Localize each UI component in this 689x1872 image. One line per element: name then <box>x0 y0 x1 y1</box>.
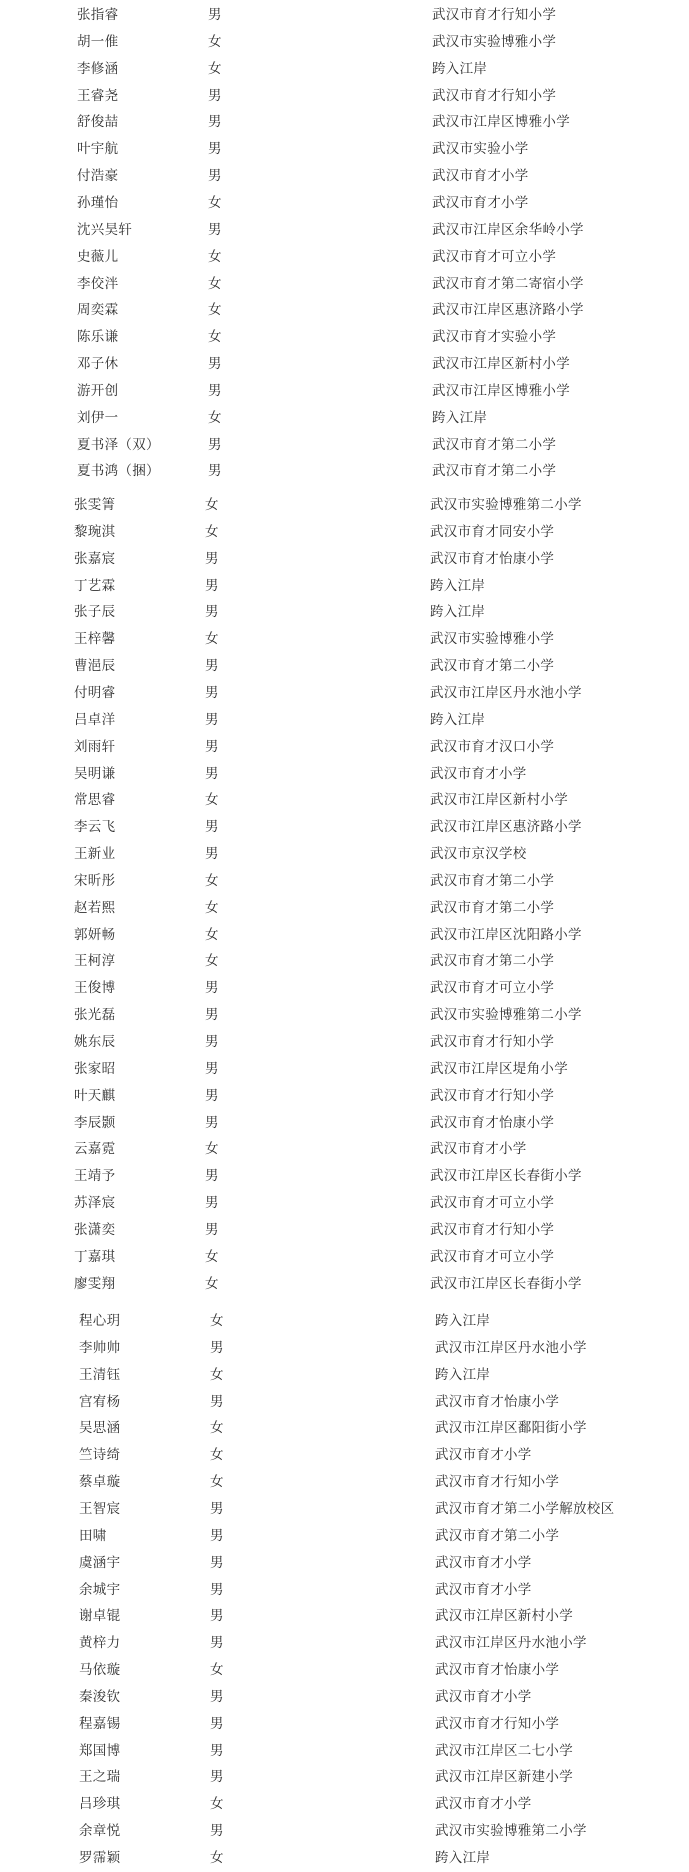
student-name: 吕卓洋 <box>74 711 116 728</box>
student-gender: 男 <box>210 1554 224 1571</box>
student-gender: 女 <box>208 302 222 319</box>
student-school: 武汉市实验博雅第二小学 <box>430 497 582 513</box>
table-row <box>0 380 689 402</box>
student-gender: 男 <box>208 141 222 158</box>
student-school: 武汉市育才第二小学 <box>432 463 557 480</box>
student-school: 武汉市育才行知小学 <box>435 1715 560 1732</box>
table-row <box>0 682 689 704</box>
table-row <box>0 977 689 999</box>
student-name: 吕珍琪 <box>79 1796 121 1813</box>
student-school: 武汉市江岸区沈阳路小学 <box>430 926 582 943</box>
student-school: 武汉市江岸区长春街小学 <box>430 1275 582 1292</box>
student-name: 夏书鸿（捆） <box>77 463 160 480</box>
student-school: 武汉市江岸区丹水池小学 <box>435 1339 587 1356</box>
student-name: 王俊博 <box>74 980 116 997</box>
student-name: 周奕霖 <box>77 302 119 319</box>
student-gender: 女 <box>208 329 222 346</box>
student-name: 邓子休 <box>77 356 119 373</box>
table-row <box>0 1713 689 1735</box>
student-gender: 男 <box>205 1087 219 1104</box>
student-school: 跨入江岸 <box>435 1313 491 1329</box>
student-name: 王新业 <box>74 846 116 863</box>
student-school: 武汉市育才小学 <box>435 1581 532 1598</box>
student-school: 武汉市实验小学 <box>432 141 529 158</box>
student-name: 张雯箐 <box>74 497 116 513</box>
student-school: 武汉市育才第二小学 <box>430 899 555 916</box>
student-school: 武汉市育才小学 <box>435 1796 532 1813</box>
student-name: 游开创 <box>77 382 119 399</box>
student-gender: 女 <box>205 631 219 648</box>
student-school: 跨入江岸 <box>430 711 486 728</box>
student-name: 姚东辰 <box>74 1034 116 1050</box>
table-row <box>0 1337 689 1359</box>
table-row <box>0 1444 689 1466</box>
table-row <box>0 1793 689 1815</box>
student-name: 常思睿 <box>74 792 116 809</box>
student-school: 武汉市育才小学 <box>432 194 529 211</box>
student-gender: 男 <box>205 1221 219 1238</box>
table-row <box>0 628 689 650</box>
student-name: 曹浥辰 <box>74 658 116 675</box>
student-school: 武汉市育才同安小学 <box>430 523 555 540</box>
student-school: 武汉市育才实验小学 <box>432 329 557 346</box>
student-name: 宋昕彤 <box>74 872 116 889</box>
student-name: 云嘉霓 <box>74 1141 116 1158</box>
student-name: 李帅帅 <box>79 1339 121 1356</box>
student-name: 黄梓力 <box>79 1635 121 1652</box>
student-name: 王之瑞 <box>79 1769 121 1786</box>
student-gender: 女 <box>205 497 219 513</box>
student-gender: 男 <box>205 577 219 594</box>
table-row <box>0 1659 689 1681</box>
student-school: 武汉市江岸区博雅小学 <box>432 382 570 399</box>
student-name: 叶宇航 <box>77 141 119 158</box>
student-gender: 男 <box>210 1742 224 1759</box>
table-row <box>0 601 689 623</box>
table-row <box>0 575 689 597</box>
table-row <box>0 1058 689 1080</box>
student-name: 丁艺霖 <box>74 577 116 594</box>
student-name: 王睿尧 <box>77 87 119 104</box>
table-row <box>0 816 689 838</box>
table-row <box>0 924 689 946</box>
student-gender: 女 <box>210 1474 224 1491</box>
student-school: 跨入江岸 <box>430 604 486 621</box>
student-gender: 女 <box>205 953 219 970</box>
table-row <box>0 1498 689 1520</box>
table-row <box>0 763 689 785</box>
student-gender: 女 <box>208 194 222 211</box>
table-row <box>0 950 689 972</box>
student-school: 武汉市育才行知小学 <box>432 87 557 104</box>
table-row <box>0 897 689 919</box>
table-row <box>0 789 689 811</box>
student-school: 跨入江岸 <box>432 60 488 77</box>
student-name: 夏书泽（双） <box>77 436 160 453</box>
table-row <box>0 1552 689 1574</box>
student-school: 武汉市江岸区新建小学 <box>435 1769 573 1786</box>
student-gender: 男 <box>205 819 219 836</box>
table-row <box>0 219 689 241</box>
table-row <box>0 4 689 26</box>
student-school: 武汉市江岸区博雅小学 <box>432 114 570 131</box>
student-gender: 男 <box>208 87 222 104</box>
student-gender: 女 <box>210 1850 224 1866</box>
student-gender: 女 <box>210 1366 224 1383</box>
student-gender: 男 <box>205 846 219 863</box>
student-gender: 女 <box>208 248 222 265</box>
student-gender: 男 <box>208 463 222 480</box>
student-name: 余章悦 <box>79 1823 121 1840</box>
table-row <box>0 273 689 295</box>
student-gender: 男 <box>205 1114 219 1131</box>
table-row <box>0 326 689 348</box>
student-name: 丁嘉琪 <box>74 1248 116 1265</box>
student-name: 王智宸 <box>79 1500 121 1517</box>
student-name: 余城宇 <box>79 1581 121 1598</box>
student-name: 赵若熙 <box>74 899 116 916</box>
table-row <box>0 1138 689 1160</box>
student-name: 张嘉宸 <box>74 550 116 567</box>
student-gender: 女 <box>210 1420 224 1437</box>
student-school: 武汉市江岸区余华岭小学 <box>432 221 584 238</box>
student-school: 武汉市江岸区新村小学 <box>432 356 570 373</box>
student-gender: 男 <box>208 221 222 238</box>
student-name: 程心玥 <box>79 1313 121 1329</box>
student-school: 武汉市江岸区惠济路小学 <box>432 302 584 319</box>
table-row <box>0 1847 689 1869</box>
student-school: 武汉市江岸区长春街小学 <box>430 1168 582 1185</box>
student-school: 武汉市育才第二小学 <box>430 658 555 675</box>
table-row <box>0 1031 689 1053</box>
table-row <box>0 1246 689 1268</box>
student-gender: 女 <box>208 60 222 77</box>
student-gender: 女 <box>208 409 222 426</box>
table-row <box>0 299 689 321</box>
student-school: 武汉市育才第二小学解放校区 <box>435 1500 615 1517</box>
student-school: 武汉市江岸区丹水池小学 <box>435 1635 587 1652</box>
student-school: 跨入江岸 <box>432 409 488 426</box>
student-gender: 女 <box>205 792 219 809</box>
table-row <box>0 736 689 758</box>
student-school: 武汉市江岸区丹水池小学 <box>430 684 582 701</box>
student-school: 武汉市江岸区堤角小学 <box>430 1060 568 1077</box>
table-row <box>0 1364 689 1386</box>
student-name: 宫宥杨 <box>79 1393 121 1410</box>
student-school: 武汉市育才行知小学 <box>432 7 557 23</box>
student-name: 王梓馨 <box>74 631 116 648</box>
student-gender: 男 <box>205 1034 219 1050</box>
table-row <box>0 1192 689 1214</box>
student-school: 武汉市育才怡康小学 <box>430 1114 555 1131</box>
table-row <box>0 85 689 107</box>
student-gender: 男 <box>205 711 219 728</box>
student-name: 张子辰 <box>74 604 116 621</box>
student-school: 武汉市江岸区新村小学 <box>430 792 568 809</box>
student-school: 武汉市育才可立小学 <box>430 980 555 997</box>
student-gender: 男 <box>210 1393 224 1410</box>
table-row <box>0 709 689 731</box>
student-gender: 女 <box>205 872 219 889</box>
student-school: 跨入江岸 <box>430 577 486 594</box>
student-name: 秦浚钦 <box>79 1688 121 1705</box>
student-school: 武汉市育才怡康小学 <box>435 1662 560 1679</box>
student-gender: 男 <box>208 168 222 185</box>
student-school: 跨入江岸 <box>435 1850 491 1866</box>
table-row <box>0 111 689 133</box>
student-gender: 男 <box>205 765 219 782</box>
student-name: 郑国博 <box>79 1742 121 1759</box>
table-row <box>0 1273 689 1295</box>
student-name: 李修涵 <box>77 60 119 77</box>
student-school: 武汉市江岸区鄱阳街小学 <box>435 1420 587 1437</box>
student-name: 刘雨轩 <box>74 738 116 755</box>
student-gender: 男 <box>210 1688 224 1705</box>
student-gender: 男 <box>208 436 222 453</box>
student-name: 沈兴昊轩 <box>77 221 133 238</box>
student-name: 吴思涵 <box>79 1420 121 1437</box>
student-gender: 男 <box>208 7 222 23</box>
student-gender: 男 <box>208 114 222 131</box>
student-name: 谢卓锟 <box>79 1608 121 1625</box>
student-name: 舒俊喆 <box>77 114 119 131</box>
table-row <box>0 1391 689 1413</box>
table-row <box>0 548 689 570</box>
table-row <box>0 246 689 268</box>
student-school: 武汉市京汉学校 <box>430 846 527 863</box>
student-school: 武汉市育才行知小学 <box>430 1087 555 1104</box>
table-row <box>0 1085 689 1107</box>
student-name: 陈乐谦 <box>77 329 119 346</box>
student-name: 史薇儿 <box>77 248 119 265</box>
student-school: 武汉市育才怡康小学 <box>435 1393 560 1410</box>
table-row <box>0 1165 689 1187</box>
student-name: 黎琬淇 <box>74 523 116 540</box>
student-gender: 男 <box>208 356 222 373</box>
student-gender: 男 <box>210 1339 224 1356</box>
student-gender: 女 <box>205 899 219 916</box>
student-school: 武汉市育才第二小学 <box>435 1527 560 1544</box>
table-row <box>0 165 689 187</box>
table-row <box>0 192 689 214</box>
student-name: 王清钰 <box>79 1366 121 1383</box>
student-gender: 男 <box>205 604 219 621</box>
student-school: 武汉市育才小学 <box>435 1688 532 1705</box>
table-row <box>0 31 689 53</box>
student-gender: 男 <box>208 382 222 399</box>
table-row <box>0 434 689 456</box>
student-name: 付明睿 <box>74 684 116 701</box>
student-name: 张指睿 <box>77 7 119 23</box>
student-school: 武汉市育才行知小学 <box>435 1474 560 1491</box>
student-name: 竺诗绮 <box>79 1447 121 1464</box>
student-gender: 女 <box>210 1662 224 1679</box>
student-name: 罗霈颖 <box>79 1850 121 1866</box>
student-school: 武汉市育才第二寄宿小学 <box>432 275 584 292</box>
table-row <box>0 138 689 160</box>
student-name: 苏泽宸 <box>74 1195 116 1212</box>
student-gender: 男 <box>210 1635 224 1652</box>
student-name: 刘伊一 <box>77 409 119 426</box>
student-gender: 女 <box>205 1141 219 1158</box>
student-school: 武汉市江岸区惠济路小学 <box>430 819 582 836</box>
table-row <box>0 1525 689 1547</box>
student-gender: 男 <box>210 1581 224 1598</box>
student-gender: 男 <box>205 550 219 567</box>
student-school: 武汉市江岸区二七小学 <box>435 1742 573 1759</box>
table-row <box>0 1219 689 1241</box>
student-gender: 女 <box>205 1275 219 1292</box>
student-school: 武汉市实验博雅第二小学 <box>430 1007 582 1024</box>
student-school: 武汉市实验博雅第二小学 <box>435 1823 587 1840</box>
table-row <box>0 655 689 677</box>
table-row <box>0 1820 689 1842</box>
student-school: 跨入江岸 <box>435 1366 491 1383</box>
student-school: 武汉市育才可立小学 <box>432 248 557 265</box>
student-gender: 男 <box>205 1060 219 1077</box>
student-name: 蔡卓璇 <box>79 1474 121 1491</box>
student-gender: 男 <box>205 738 219 755</box>
student-gender: 男 <box>205 658 219 675</box>
table-row <box>0 494 689 516</box>
table-row <box>0 1605 689 1627</box>
student-school: 武汉市育才小学 <box>430 1141 527 1158</box>
student-school: 武汉市育才第二小学 <box>430 872 555 889</box>
student-gender: 男 <box>210 1608 224 1625</box>
student-gender: 女 <box>210 1313 224 1329</box>
student-school: 武汉市育才可立小学 <box>430 1195 555 1212</box>
student-school: 武汉市育才小学 <box>432 168 529 185</box>
student-name: 田啸 <box>79 1527 107 1544</box>
student-name: 程嘉锡 <box>79 1715 121 1732</box>
student-gender: 女 <box>205 1248 219 1265</box>
student-name: 李辰颢 <box>74 1114 116 1131</box>
student-school: 武汉市实验博雅小学 <box>430 631 555 648</box>
student-school: 武汉市育才小学 <box>435 1447 532 1464</box>
student-gender: 男 <box>210 1769 224 1786</box>
table-row <box>0 1310 689 1332</box>
student-gender: 男 <box>210 1715 224 1732</box>
student-gender: 男 <box>205 980 219 997</box>
student-gender: 女 <box>208 33 222 50</box>
student-school: 武汉市育才第二小学 <box>432 436 557 453</box>
student-gender: 男 <box>205 684 219 701</box>
student-gender: 男 <box>205 1195 219 1212</box>
student-gender: 男 <box>210 1527 224 1544</box>
table-row <box>0 460 689 482</box>
student-school: 武汉市育才小学 <box>430 765 527 782</box>
student-name: 胡一倠 <box>77 33 119 50</box>
student-name: 虞涵宇 <box>79 1554 121 1571</box>
student-gender: 女 <box>208 275 222 292</box>
student-name: 张光磊 <box>74 1007 116 1024</box>
student-name: 张家昭 <box>74 1060 116 1077</box>
student-name: 叶天麒 <box>74 1087 116 1104</box>
student-name: 郭妍畅 <box>74 926 116 943</box>
student-name: 王柯淳 <box>74 953 116 970</box>
student-school: 武汉市育才行知小学 <box>430 1221 555 1238</box>
student-gender: 男 <box>210 1500 224 1517</box>
student-school: 武汉市育才汉口小学 <box>430 738 555 755</box>
table-row <box>0 1579 689 1601</box>
student-school: 武汉市育才行知小学 <box>430 1034 555 1050</box>
student-gender: 男 <box>205 1007 219 1024</box>
student-gender: 男 <box>210 1823 224 1840</box>
student-gender: 女 <box>205 926 219 943</box>
table-row <box>0 1417 689 1439</box>
table-row <box>0 1632 689 1654</box>
table-row <box>0 353 689 375</box>
table-row <box>0 1471 689 1493</box>
student-school: 武汉市育才怡康小学 <box>430 550 555 567</box>
student-name: 张潇奕 <box>74 1221 116 1238</box>
student-school: 武汉市江岸区新村小学 <box>435 1608 573 1625</box>
student-name: 李云飞 <box>74 819 116 836</box>
student-name: 吴明谦 <box>74 765 116 782</box>
student-gender: 女 <box>205 523 219 540</box>
table-row <box>0 1686 689 1708</box>
student-name: 孙瑾怡 <box>77 194 119 211</box>
student-name: 王靖予 <box>74 1168 116 1185</box>
student-name: 廖雯翔 <box>74 1275 116 1292</box>
table-row <box>0 407 689 429</box>
table-row <box>0 1740 689 1762</box>
table-row <box>0 1004 689 1026</box>
student-school: 武汉市育才小学 <box>435 1554 532 1571</box>
table-row <box>0 870 689 892</box>
table-row <box>0 1112 689 1134</box>
student-school: 武汉市实验博雅小学 <box>432 33 557 50</box>
student-name: 付浩豪 <box>77 168 119 185</box>
table-row <box>0 843 689 865</box>
table-row <box>0 1766 689 1788</box>
student-gender: 男 <box>205 1168 219 1185</box>
student-school: 武汉市育才可立小学 <box>430 1248 555 1265</box>
table-row <box>0 521 689 543</box>
student-school: 武汉市育才第二小学 <box>430 953 555 970</box>
student-name: 李佼泮 <box>77 275 119 292</box>
student-gender: 女 <box>210 1796 224 1813</box>
table-row <box>0 58 689 80</box>
student-gender: 女 <box>210 1447 224 1464</box>
student-name: 马依璇 <box>79 1662 121 1679</box>
